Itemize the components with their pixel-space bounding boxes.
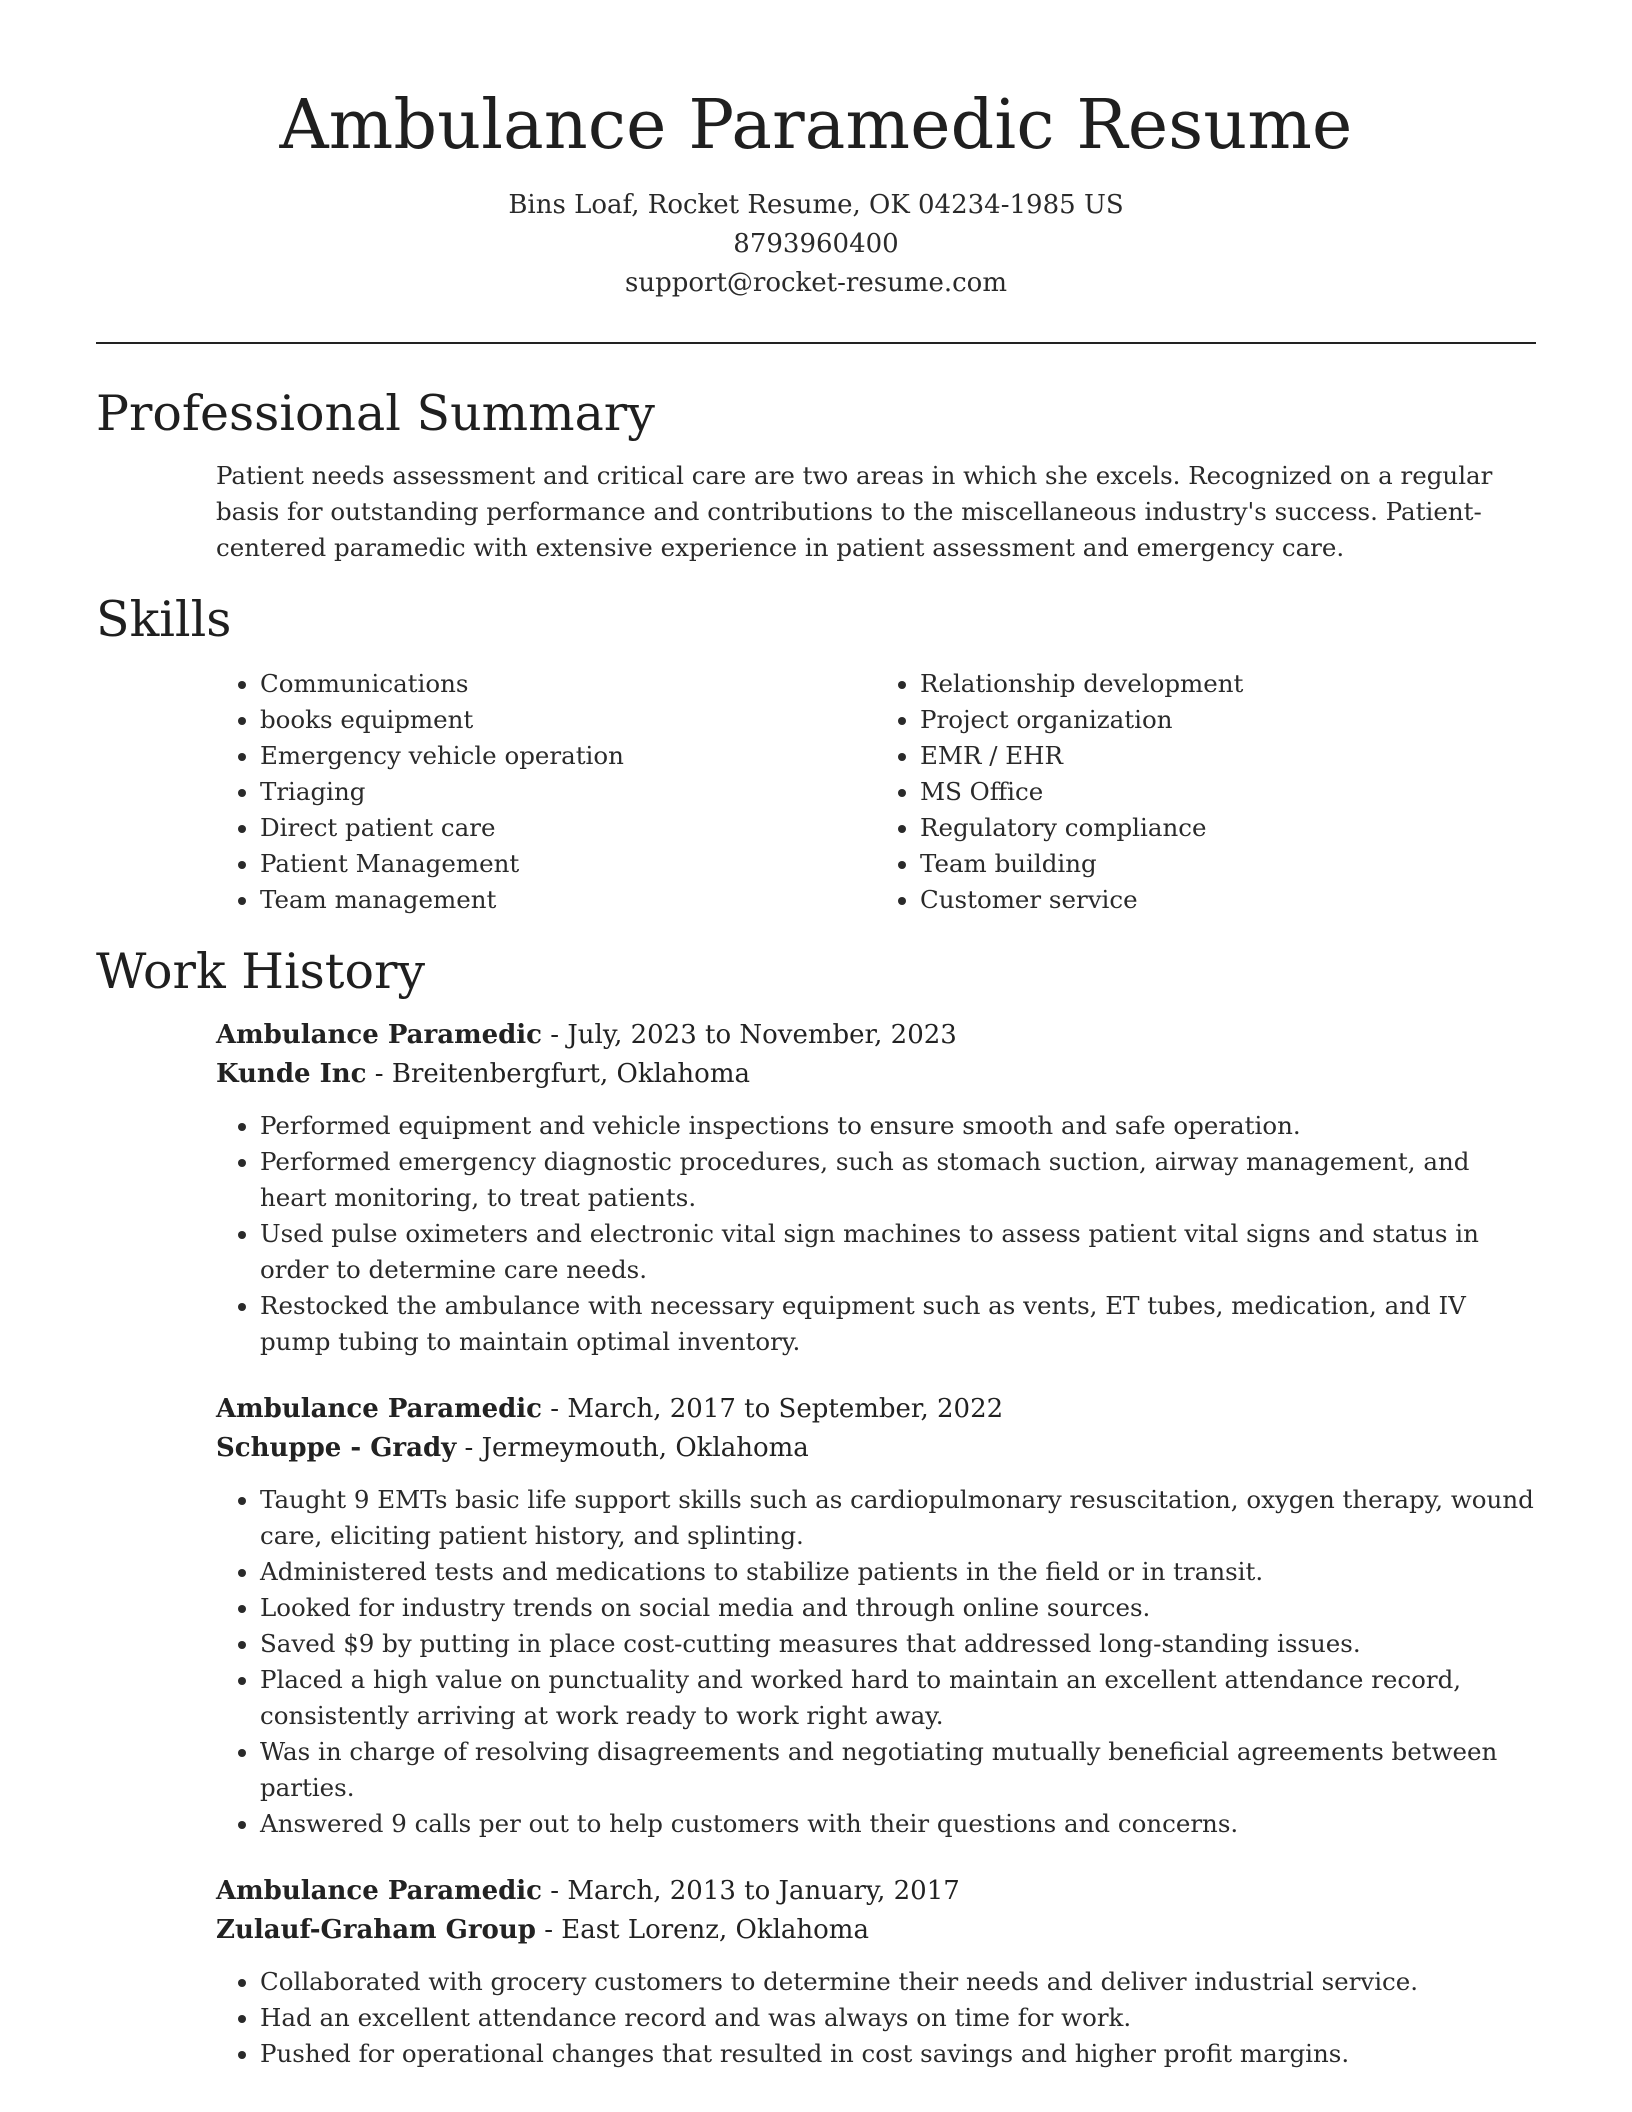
skill-item: • Customer service	[920, 882, 1536, 918]
duty-item: • Had an excellent attendance record and was always on time for work.	[260, 2000, 1536, 2036]
job-title: Ambulance Paramedic	[216, 1876, 543, 1906]
job-entry	[216, 1016, 1536, 1360]
skill-item: • MS Office	[920, 774, 1536, 810]
job-company: Schuppe - Grady	[216, 1433, 457, 1463]
skills-column-right	[876, 666, 1536, 918]
summary-heading: Professional Summary	[96, 385, 655, 442]
resume-title: Ambulance Paramedic Resume	[279, 86, 1353, 165]
skill-item: • Project organization	[920, 702, 1536, 738]
duty-item: • Saved $9 by putting in place cost-cutting measures that addressed long-standing issues.	[260, 1626, 1536, 1662]
separator: -	[550, 1876, 568, 1906]
job-duties	[216, 1108, 1536, 1360]
job-title: Ambulance Paramedic	[216, 1020, 543, 1050]
duty-item: • Was in charge of resolving disagreements and negotiating mutually beneficial agreements between parties.	[260, 1734, 1536, 1806]
contact-email: support@rocket-resume.com	[624, 268, 1007, 298]
job-dates: July, 2023 to November, 2023	[567, 1020, 957, 1050]
contact-address: Bins Loaf, Rocket Resume, OK 04234-1985 US	[508, 190, 1124, 220]
skill-item: • Communications	[260, 666, 876, 702]
contact-phone: 8793960400	[733, 229, 899, 259]
work-history-heading: Work History	[96, 943, 426, 1000]
job-title: Ambulance Paramedic	[216, 1394, 543, 1424]
job-dates: March, 2017 to September, 2022	[567, 1394, 1004, 1424]
separator: -	[374, 1059, 392, 1089]
header-divider	[96, 342, 1536, 344]
skill-item: • EMR / EHR	[920, 738, 1536, 774]
skill-item: • books equipment	[260, 702, 876, 738]
separator: -	[550, 1020, 568, 1050]
job-location: East Lorenz, Oklahoma	[561, 1915, 869, 1945]
job-company: Zulauf-Graham Group	[216, 1915, 536, 1945]
skills-heading: Skills	[96, 591, 232, 648]
duty-item: • Looked for industry trends on social media and through online sources.	[260, 1590, 1536, 1626]
skill-item: • Patient Management	[260, 846, 876, 882]
separator: -	[464, 1433, 482, 1463]
duty-item: • Performed emergency diagnostic procedures, such as stomach suction, airway management, and heart monitoring, to treat patients.	[260, 1144, 1536, 1216]
job-entry	[216, 1390, 1536, 1842]
job-location: Breitenbergfurt, Oklahoma	[391, 1059, 750, 1089]
skill-item: • Regulatory compliance	[920, 810, 1536, 846]
skill-item: • Emergency vehicle operation	[260, 738, 876, 774]
skill-item: • Direct patient care	[260, 810, 876, 846]
skills-column-left	[216, 666, 876, 918]
job-title-line	[216, 1016, 1536, 1055]
job-dates: March, 2013 to January, 2017	[567, 1876, 960, 1906]
job-company-line	[216, 1429, 1536, 1468]
job-company-line	[216, 1911, 1536, 1950]
job-duties	[216, 1482, 1536, 1842]
separator: -	[550, 1394, 568, 1424]
job-company: Kunde Inc	[216, 1059, 367, 1089]
job-title-line	[216, 1872, 1536, 1911]
contact-block	[0, 186, 1632, 303]
skill-item: • Team management	[260, 882, 876, 918]
job-title-line	[216, 1390, 1536, 1429]
duty-item: • Collaborated with grocery customers to determine their needs and deliver industrial service.	[260, 1964, 1536, 2000]
job-duties	[216, 1964, 1536, 2072]
job-company-line	[216, 1055, 1536, 1094]
separator: -	[544, 1915, 562, 1945]
skill-item: • Triaging	[260, 774, 876, 810]
duty-item: • Taught 9 EMTs basic life support skills such as cardiopulmonary resuscitation, oxygen therapy, wound care, eliciting patient history, and splinting.	[260, 1482, 1536, 1554]
skills-list	[216, 666, 1536, 918]
duty-item: • Restocked the ambulance with necessary equipment such as vents, ET tubes, medication, and IV pump tubing to maintain optimal inventory.	[260, 1288, 1536, 1360]
summary-text: Patient needs assessment and critical care are two areas in which she excels. Recognized on a regular basis for outstanding performance and contributions to the miscellaneous industry's success. Patient-centered paramedic with extensive experience in patient assessment and emergency care.	[216, 461, 1493, 562]
skill-item: • Team building	[920, 846, 1536, 882]
skill-item: • Relationship development	[920, 666, 1536, 702]
duty-item: • Performed equipment and vehicle inspections to ensure smooth and safe operation.	[260, 1108, 1536, 1144]
job-location: Jermeymouth, Oklahoma	[481, 1433, 809, 1463]
job-entry	[216, 1872, 1536, 2072]
duty-item: • Answered 9 calls per out to help customers with their questions and concerns.	[260, 1806, 1536, 1842]
duty-item: • Administered tests and medications to stabilize patients in the field or in transit.	[260, 1554, 1536, 1590]
duty-item: • Used pulse oximeters and electronic vital sign machines to assess patient vital signs and status in order to determine care needs.	[260, 1216, 1536, 1288]
duty-item: • Pushed for operational changes that resulted in cost savings and higher profit margins.	[260, 2036, 1536, 2072]
duty-item: • Placed a high value on punctuality and worked hard to maintain an excellent attendance record, consistently arriving at work ready to work right away.	[260, 1662, 1536, 1734]
resume-header	[0, 0, 1632, 303]
